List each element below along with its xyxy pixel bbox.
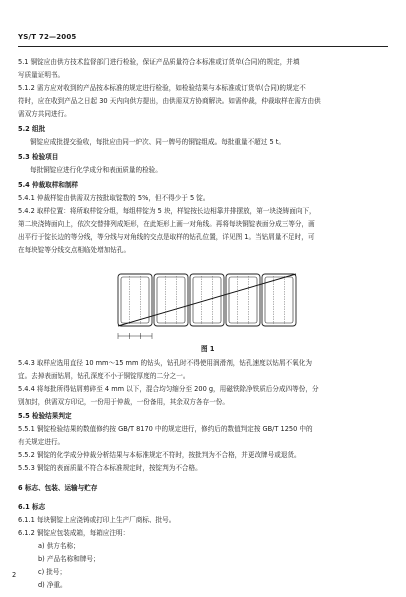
text-line: 宜。去掉表面钻屑，钻孔深度不小于铜锭厚度的二分之一。 [18, 372, 190, 380]
page-number: 2 [12, 571, 17, 579]
text-line: 5.4.3 取样应选用直径 10 mm～15 mm 的钻头，钻孔时不得使用润滑剂，钻孔速度以钻屑不氧化为 [18, 359, 312, 367]
ingot-outline [154, 274, 188, 326]
text-line: 6.1.1 每块铜锭上应浇铸或打印上生产厂商标、批号。 [18, 516, 176, 524]
text-line: 铜锭应成批提交验收，每批应由同一炉次、同一牌号的铜锭组成。每批重量不超过 5 t。 [30, 138, 285, 146]
text-line: d) 净重。 [38, 581, 67, 589]
ingot-outline [118, 274, 152, 326]
text-line: 在每块锭等分线交点相临处增加钻孔。 [18, 246, 131, 254]
section-heading: 5.4 仲裁取样和制样 [18, 181, 79, 189]
figure-sampling-layout [108, 268, 308, 344]
ingot-inner-outline [229, 277, 257, 323]
figure-caption: 图 1 [201, 345, 215, 353]
header-rule [18, 46, 388, 47]
ingot-inner-outline [121, 277, 149, 323]
text-line: 5.1.2 需方应对收到的产品按本标准的规定进行检验，如检验结果与本标准或订货单(合同)的规定不 [18, 84, 306, 92]
section-heading: 5.5 检验结果判定 [18, 412, 72, 420]
text-line: 5.4.2 取样位置：将所取样锭分组，每组样锭为 5 块，样锭按长边相靠并排摆放，第一块浇铸面向下， [18, 207, 316, 215]
text-line: 5.5.2 铜锭的化学成分仲裁分析结果与本标准规定不符时，按批判为不合格，并更改牌号或退货。 [18, 451, 301, 459]
text-line: b) 产品名称和牌号； [38, 555, 100, 563]
text-line: 别加封，供需双方印记，一份用于仲裁，一份备用，其余双方各存一份。 [18, 398, 229, 406]
ingot-outline [226, 274, 260, 326]
text-line: 5.5.1 铜锭检验结果的数值修约按 GB/T 8170 中的规定进行，修约后的数值判定按 GB/T 1250 中的 [18, 425, 313, 433]
text-line: a) 供方名称； [38, 542, 80, 550]
text-line: 5.4.4 将每批所得钻屑剪碎至 4 mm 以下，混合均匀缩分至 200 g，用磁铁除净铁质后分成四等份，分 [18, 385, 319, 393]
text-line: 5.4.1 仲裁样锭由供需双方按批取锭数的 5%，但不得少于 5 锭。 [18, 194, 210, 202]
ingot-outline [262, 274, 296, 326]
text-line: 每批铜锭应进行化学成分和表面质量的检验。 [30, 166, 162, 174]
text-line: c) 批号； [38, 568, 67, 576]
text-line: 第二块浇铸面向上，依次交替排列成矩形，在此矩形上画一对角线。再将每块铜锭表面分成三等分，画 [18, 220, 315, 228]
section-heading: 6 标志、包装、运输与贮存 [18, 484, 98, 492]
ingot-inner-outline [157, 277, 185, 323]
text-line: 写质量证明书。 [18, 71, 65, 79]
section-heading: 6.1 标志 [18, 503, 46, 511]
text-line: 符时，应在收到产品之日起 30 天内向供方提出，由供需双方协商解决。如需仲裁，仲裁取样在需方由供 [18, 97, 321, 105]
section-heading: 5.3 检验项目 [18, 153, 59, 161]
diagonal-line [118, 274, 296, 326]
ingot-inner-outline [265, 277, 293, 323]
text-line: 有关规定进行。 [18, 438, 65, 446]
header-standard-code: YS/T 72—2005 [18, 33, 77, 41]
text-line: 5.1 铜锭应由供方技术监督部门进行检验，保证产品质量符合本标准或订货单(合同)的规定，并填 [18, 58, 300, 66]
text-line: 6.1.2 铜锭应包装成箱，每箱应注明： [18, 529, 130, 537]
text-line: 需双方共同进行。 [18, 110, 71, 118]
text-line: 出平行于锭长边的等分线，等分线与对角线的交点是取样的钻孔位置，详见图 1。当钻屑量不足时，可 [18, 233, 315, 241]
text-line: 5.5.3 铜锭的表面质量不符合本标准规定时，按锭判为不合格。 [18, 464, 202, 472]
section-heading: 5.2 组批 [18, 125, 46, 133]
